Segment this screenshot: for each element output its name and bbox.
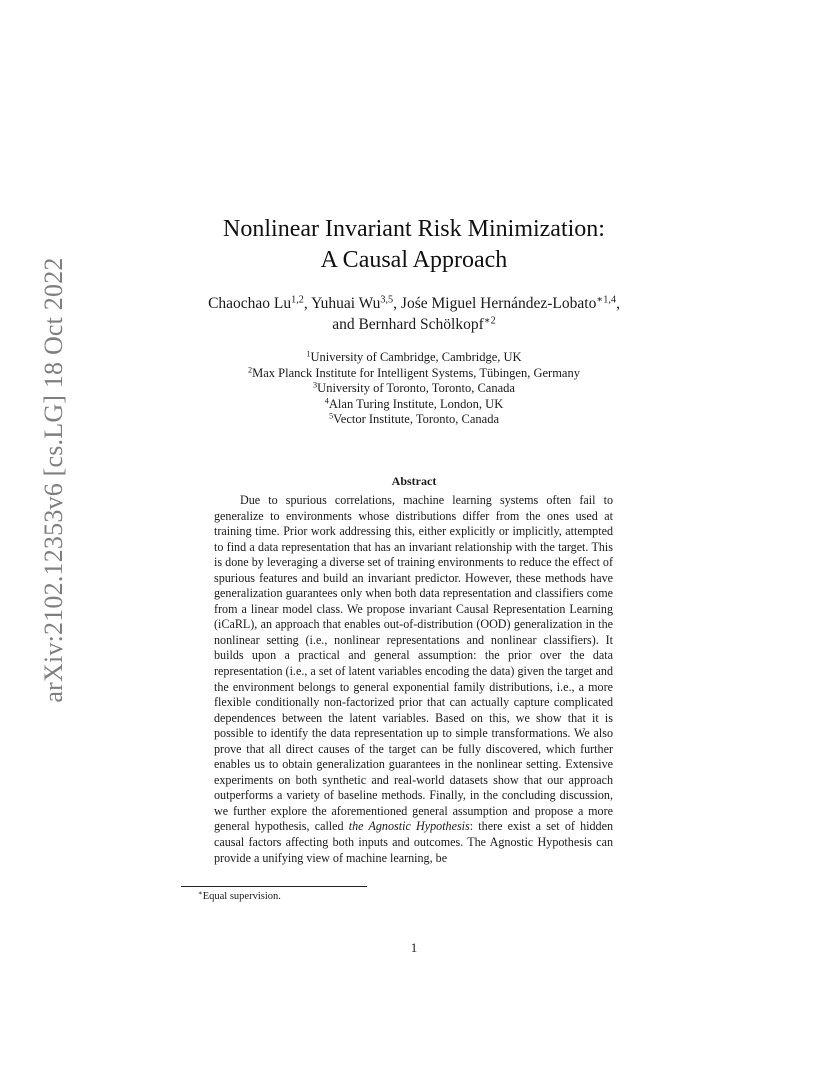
footnote	[198, 890, 281, 903]
author-affiliation-mark: 3,5	[380, 294, 394, 306]
author-name: Bernhard Schölkopf	[358, 316, 484, 333]
author-affiliation-mark: ∗1,4	[596, 294, 617, 306]
affiliation-item	[0, 381, 828, 397]
abstract-text: Due to spurious correlations, machine learning systems often fail to generalize to environments whose distributions differ from the ones used at training time. Prior work addressing this, either explicitly or implicitly, attempted to find a data representation that has an invariant relationship with the target. This is done by leveraging a diverse set of training environments to reduce the effect of spurious features and build an invariant predictor. However, these methods have generalization guarantees only when both data representation and classifiers come from a linear model class. We propose invariant Causal Representation Learning (iCaRL), an approach that enables out-of-distribution (OOD) generalization in the nonlinear setting (i.e., nonlinear representations and nonlinear classifiers). It builds upon a practical and general assumption: the prior over the data representation (i.e., a set of latent variables encoding the data) given the target and the environment belongs to general exponential family distributions, i.e., a more flexible conditionally non-factorized prior that can actually capture complicated dependences between the latent variables. Based on this, we show that it is possible to identify the data representation up to simple transformations. We also prove that all direct causes of the target can be fully discovered, which further enables us to obtain generalization guarantees in the nonlinear setting. Extensive experiments on both synthetic and real-world datasets show that our approach outperforms a variety of baseline methods. Finally, in the concluding discussion, we further explore the aforementioned general assumption and propose a more general hypothesis, called	[214, 493, 613, 834]
author-list	[0, 293, 828, 335]
author-line-1	[0, 293, 828, 314]
author-separator: ,	[393, 295, 401, 312]
author-separator: ,	[616, 295, 620, 312]
author-separator: ,	[303, 295, 312, 312]
author-name: Chaochao Lu	[208, 295, 292, 312]
affiliation-item	[0, 350, 828, 366]
title-line-2: A Causal Approach	[320, 247, 508, 273]
footnote-rule	[181, 886, 367, 887]
page-number: 1	[410, 940, 418, 955]
affiliation-text: Vector Institute, Toronto, Canada	[333, 412, 499, 426]
affiliation-item	[0, 366, 828, 382]
abstract-text-continued: : there exist a set of hidden causal factors affecting both inputs and outcomes. The Agnostic Hypothesis can provide a unifying view of machine learning, be	[214, 819, 613, 865]
paper-title	[0, 214, 828, 276]
author-line-2	[0, 314, 828, 335]
footnote-text: Equal supervision.	[202, 891, 281, 902]
affiliation-mark: 1	[306, 349, 311, 359]
arxiv-identifier-stamp: arXiv:2102.12353v6 [cs.LG] 18 Oct 2022	[39, 257, 68, 703]
abstract-heading: Abstract	[391, 474, 437, 488]
affiliation-mark: 4	[324, 395, 329, 405]
affiliation-text: Max Planck Institute for Intelligent Systems, Tübingen, Germany	[252, 365, 580, 380]
abstract-body	[214, 493, 613, 866]
affiliation-mark: 5	[329, 411, 334, 421]
author-name: Jośe Miguel Hernández-Lobato	[400, 295, 597, 312]
affiliation-mark: 3	[313, 380, 318, 390]
author-affiliation-mark: ∗2	[483, 315, 496, 327]
affiliation-text: University of Toronto, Toronto, Canada	[317, 381, 515, 395]
abstract-paragraph	[214, 493, 613, 866]
author-prefix: and	[332, 316, 359, 333]
affiliation-item	[0, 397, 828, 413]
affiliation-text: Alan Turing Institute, London, UK	[328, 396, 504, 411]
affiliation-item	[0, 412, 828, 428]
footnote-mark: ∗	[198, 890, 203, 898]
abstract-emphasis: the Agnostic Hypothesis	[348, 819, 470, 834]
author-name: Yuhuai Wu	[311, 295, 381, 312]
affiliation-text: University of Cambridge, Cambridge, UK	[310, 350, 522, 364]
title-line-1: Nonlinear Invariant Risk Minimization:	[223, 216, 605, 242]
affiliation-mark: 2	[248, 364, 253, 374]
affiliation-list	[0, 350, 828, 428]
author-affiliation-mark: 1,2	[291, 294, 304, 306]
